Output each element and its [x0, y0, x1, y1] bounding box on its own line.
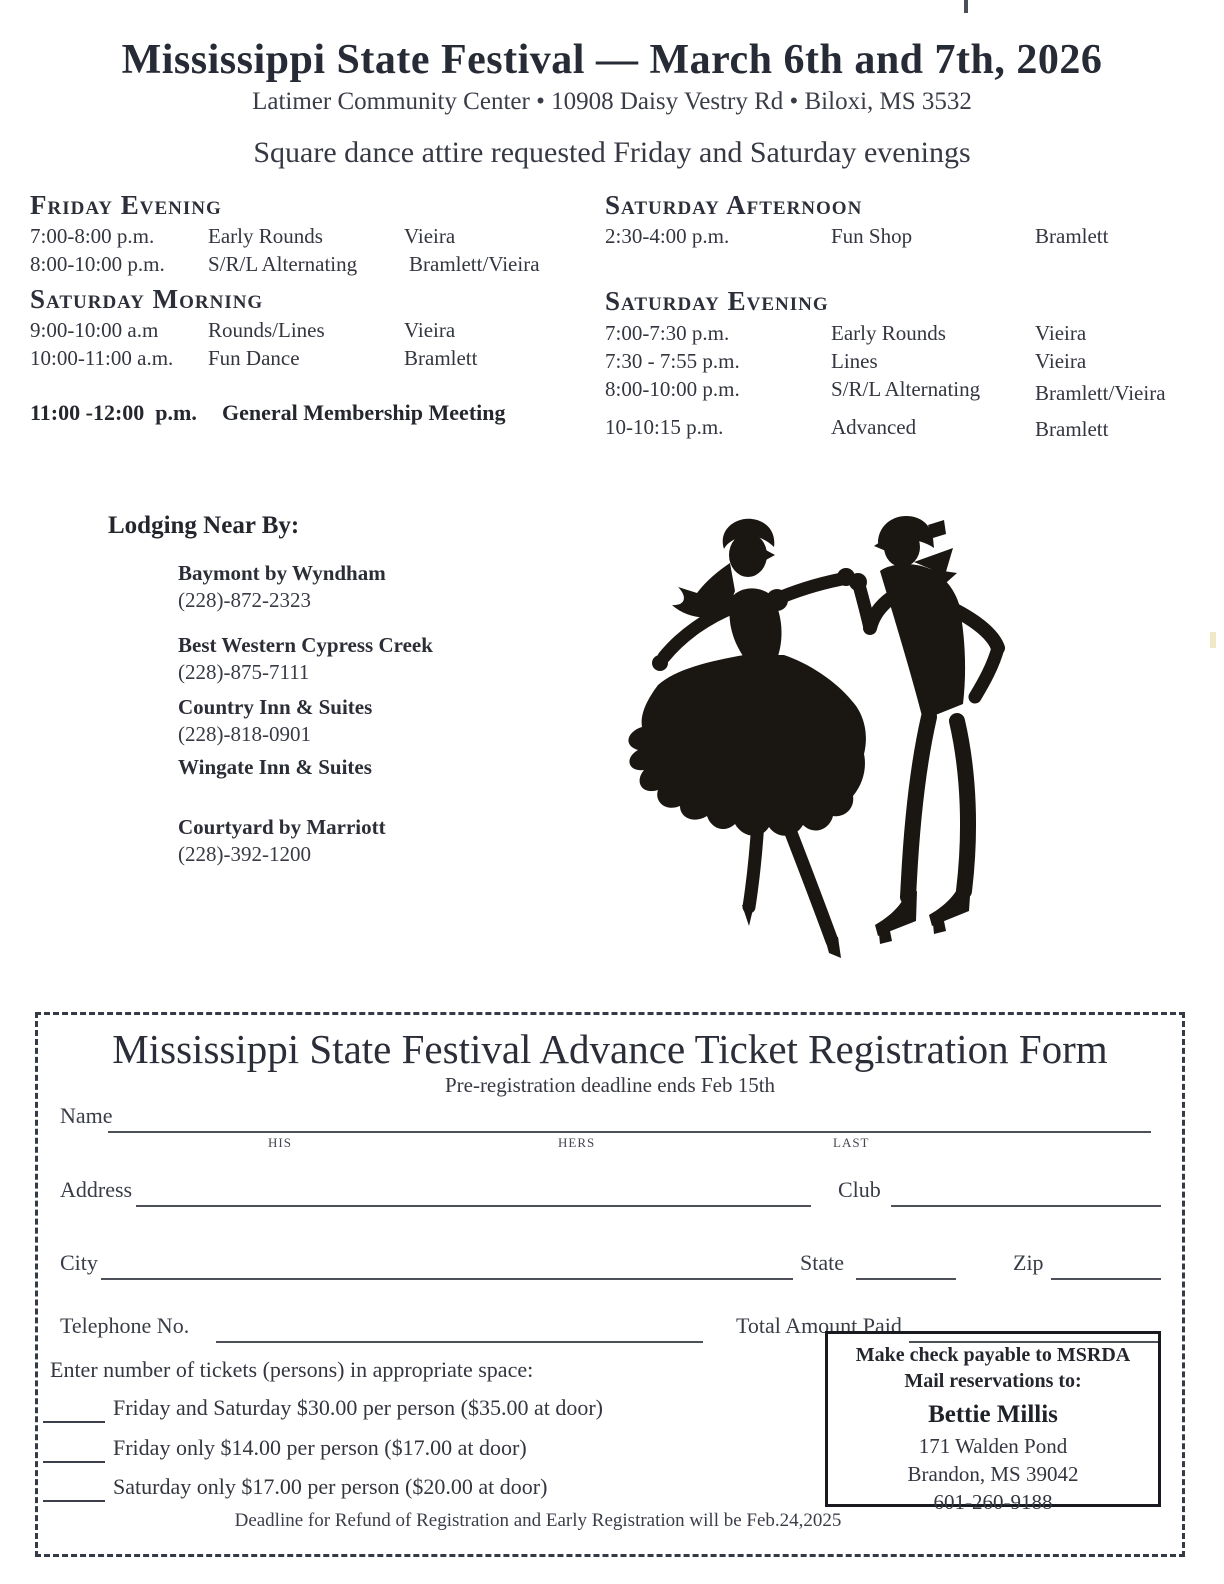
leader-cell: Vieira: [404, 224, 456, 248]
meeting-time: 11:00 -12:00 p.m.: [30, 400, 197, 425]
hotel-name: Courtyard by Marriott: [178, 815, 386, 839]
hotel-phone: (228)-875-7111: [178, 660, 310, 684]
tickets-instruction: Enter number of tickets (persons) in appropriate space:: [50, 1357, 534, 1382]
zip-line: [1051, 1250, 1161, 1280]
scan-artifact: [1210, 632, 1216, 648]
activity-cell: Lines: [831, 349, 878, 373]
section-title: Friday Evening: [30, 190, 222, 220]
hotel-entry: [178, 754, 372, 781]
name-sub-his: HIS: [268, 1135, 292, 1150]
time-cell: 2:30-4:00 p.m.: [605, 224, 730, 248]
leader-cell: Bramlett/Vieira: [1035, 381, 1166, 405]
payee-phone: 601-260-9188: [933, 1490, 1053, 1514]
schedule-saturday-morning: [30, 284, 595, 372]
time-cell: 8:00-10:00 p.m.: [605, 377, 740, 401]
time-cell: 7:00-7:30 p.m.: [605, 321, 730, 345]
leader-cell: Bramlett: [1035, 417, 1109, 441]
section-title: Saturday Afternoon: [605, 190, 863, 220]
payee-city: Brandon, MS 39042: [907, 1462, 1079, 1486]
payee-street: 171 Walden Pond: [918, 1434, 1068, 1458]
schedule-rows: [605, 223, 1205, 250]
activity-cell: Fun Shop: [831, 224, 913, 248]
activity-cell: S/R/L Alternating: [831, 377, 981, 401]
club-label: Club: [838, 1177, 881, 1202]
state-line: [856, 1250, 956, 1280]
check-payable-line: Make check payable to MSRDA: [855, 1344, 1131, 1366]
form-subtitle: Pre-registration deadline ends Feb 15th: [444, 1073, 776, 1097]
hotel-entry: [178, 694, 372, 748]
schedule-friday-evening: [30, 190, 595, 278]
hotel-entry: [178, 560, 386, 614]
refund-deadline-note: Deadline for Refund of Registration and Early Registration will be Feb.24,2025: [234, 1510, 842, 1531]
section-title: Saturday Evening: [605, 286, 829, 316]
leader-cell: Vieira: [1035, 349, 1087, 373]
ticket-option: Friday only $14.00 per person ($17.00 at door): [113, 1435, 527, 1460]
city-line: [101, 1250, 793, 1280]
scan-artifact: [964, 0, 968, 13]
ticket-count-line: [43, 1397, 105, 1423]
schedule-rows: [30, 317, 595, 372]
telephone-label: Telephone No.: [60, 1313, 190, 1338]
hotel-name: Country Inn & Suites: [178, 695, 373, 719]
name-sub-last: LAST: [833, 1135, 870, 1150]
city-label: City: [60, 1250, 98, 1275]
time-cell: 9:00-10:00 a.m: [30, 318, 159, 342]
club-line: [891, 1177, 1161, 1207]
leader-cell: Vieira: [404, 318, 456, 342]
hotel-name: Baymont by Wyndham: [178, 561, 386, 585]
section-title: Saturday Morning: [30, 284, 264, 314]
hotel-entry: [178, 632, 433, 686]
schedule-saturday-afternoon: [605, 190, 1205, 250]
ticket-option: Saturday only $17.00 per person ($20.00 at door): [113, 1474, 548, 1499]
page-title: Mississippi State Festival — March 6th and 7th, 2026: [121, 37, 1103, 83]
state-label: State: [800, 1250, 844, 1275]
venue-address: Latimer Community Center • 10908 Daisy Vestry Rd • Biloxi, MS 3532: [252, 88, 972, 115]
hotel-name: Best Western Cypress Creek: [178, 633, 433, 657]
membership-meeting-row: [30, 400, 506, 426]
meeting-label: General Membership Meeting: [222, 400, 506, 425]
schedule-saturday-evening: [605, 286, 1205, 443]
time-cell: 10:00-11:00 a.m.: [30, 346, 174, 370]
payment-box: [825, 1331, 1161, 1514]
leader-cell: Bramlett/Vieira: [409, 252, 540, 276]
form-title: Mississippi State Festival Advance Ticket Registration Form: [112, 1026, 1108, 1072]
activity-cell: Fun Dance: [208, 346, 300, 370]
zip-label: Zip: [1013, 1250, 1044, 1275]
ticket-count-line: [43, 1476, 105, 1502]
hotel-phone: (228)-872-2323: [178, 588, 311, 612]
hotel-name: Wingate Inn & Suites: [178, 755, 372, 779]
mail-reservations-line: Mail reservations to:: [904, 1370, 1082, 1392]
leader-cell: Bramlett: [404, 346, 478, 370]
address-label: Address: [60, 1177, 133, 1202]
schedule-rows: [30, 223, 595, 278]
address-line: [136, 1177, 811, 1207]
time-cell: 8:00-10:00 p.m.: [30, 252, 165, 276]
lodging-heading: Lodging Near By:: [108, 512, 300, 539]
time-cell: 7:00-8:00 p.m.: [30, 224, 155, 248]
ticket-count-line: [43, 1437, 105, 1463]
activity-cell: Early Rounds: [208, 224, 323, 248]
payee-name: Bettie Millis: [928, 1401, 1058, 1428]
ticket-option: Friday and Saturday $30.00 per person ($35.00 at door): [113, 1395, 604, 1420]
schedule-rows: [605, 320, 1205, 443]
hotel-entry: [178, 814, 386, 868]
time-cell: 10-10:15 p.m.: [605, 415, 724, 439]
name-sub-hers: HERS: [558, 1135, 596, 1150]
registration-form: [35, 1012, 1185, 1557]
activity-cell: Rounds/Lines: [208, 318, 325, 342]
time-cell: 7:30 - 7:55 p.m.: [605, 349, 740, 373]
activity-cell: S/R/L Alternating: [208, 252, 358, 276]
hotel-phone: (228)-392-1200: [178, 842, 311, 866]
square-dance-couple-silhouette-icon: [612, 505, 1012, 975]
leader-cell: Bramlett: [1035, 224, 1109, 248]
activity-cell: Early Rounds: [831, 321, 946, 345]
leader-cell: Vieira: [1035, 321, 1087, 345]
hotel-phone: (228)-818-0901: [178, 722, 311, 746]
attire-note: Square dance attire requested Friday and Saturday evenings: [253, 136, 971, 169]
telephone-line: [216, 1313, 703, 1343]
name-line: [108, 1103, 1151, 1133]
name-label: Name: [60, 1103, 113, 1128]
activity-cell: Advanced: [831, 415, 917, 439]
total-paid-label: Total Amount Paid: [736, 1313, 902, 1338]
